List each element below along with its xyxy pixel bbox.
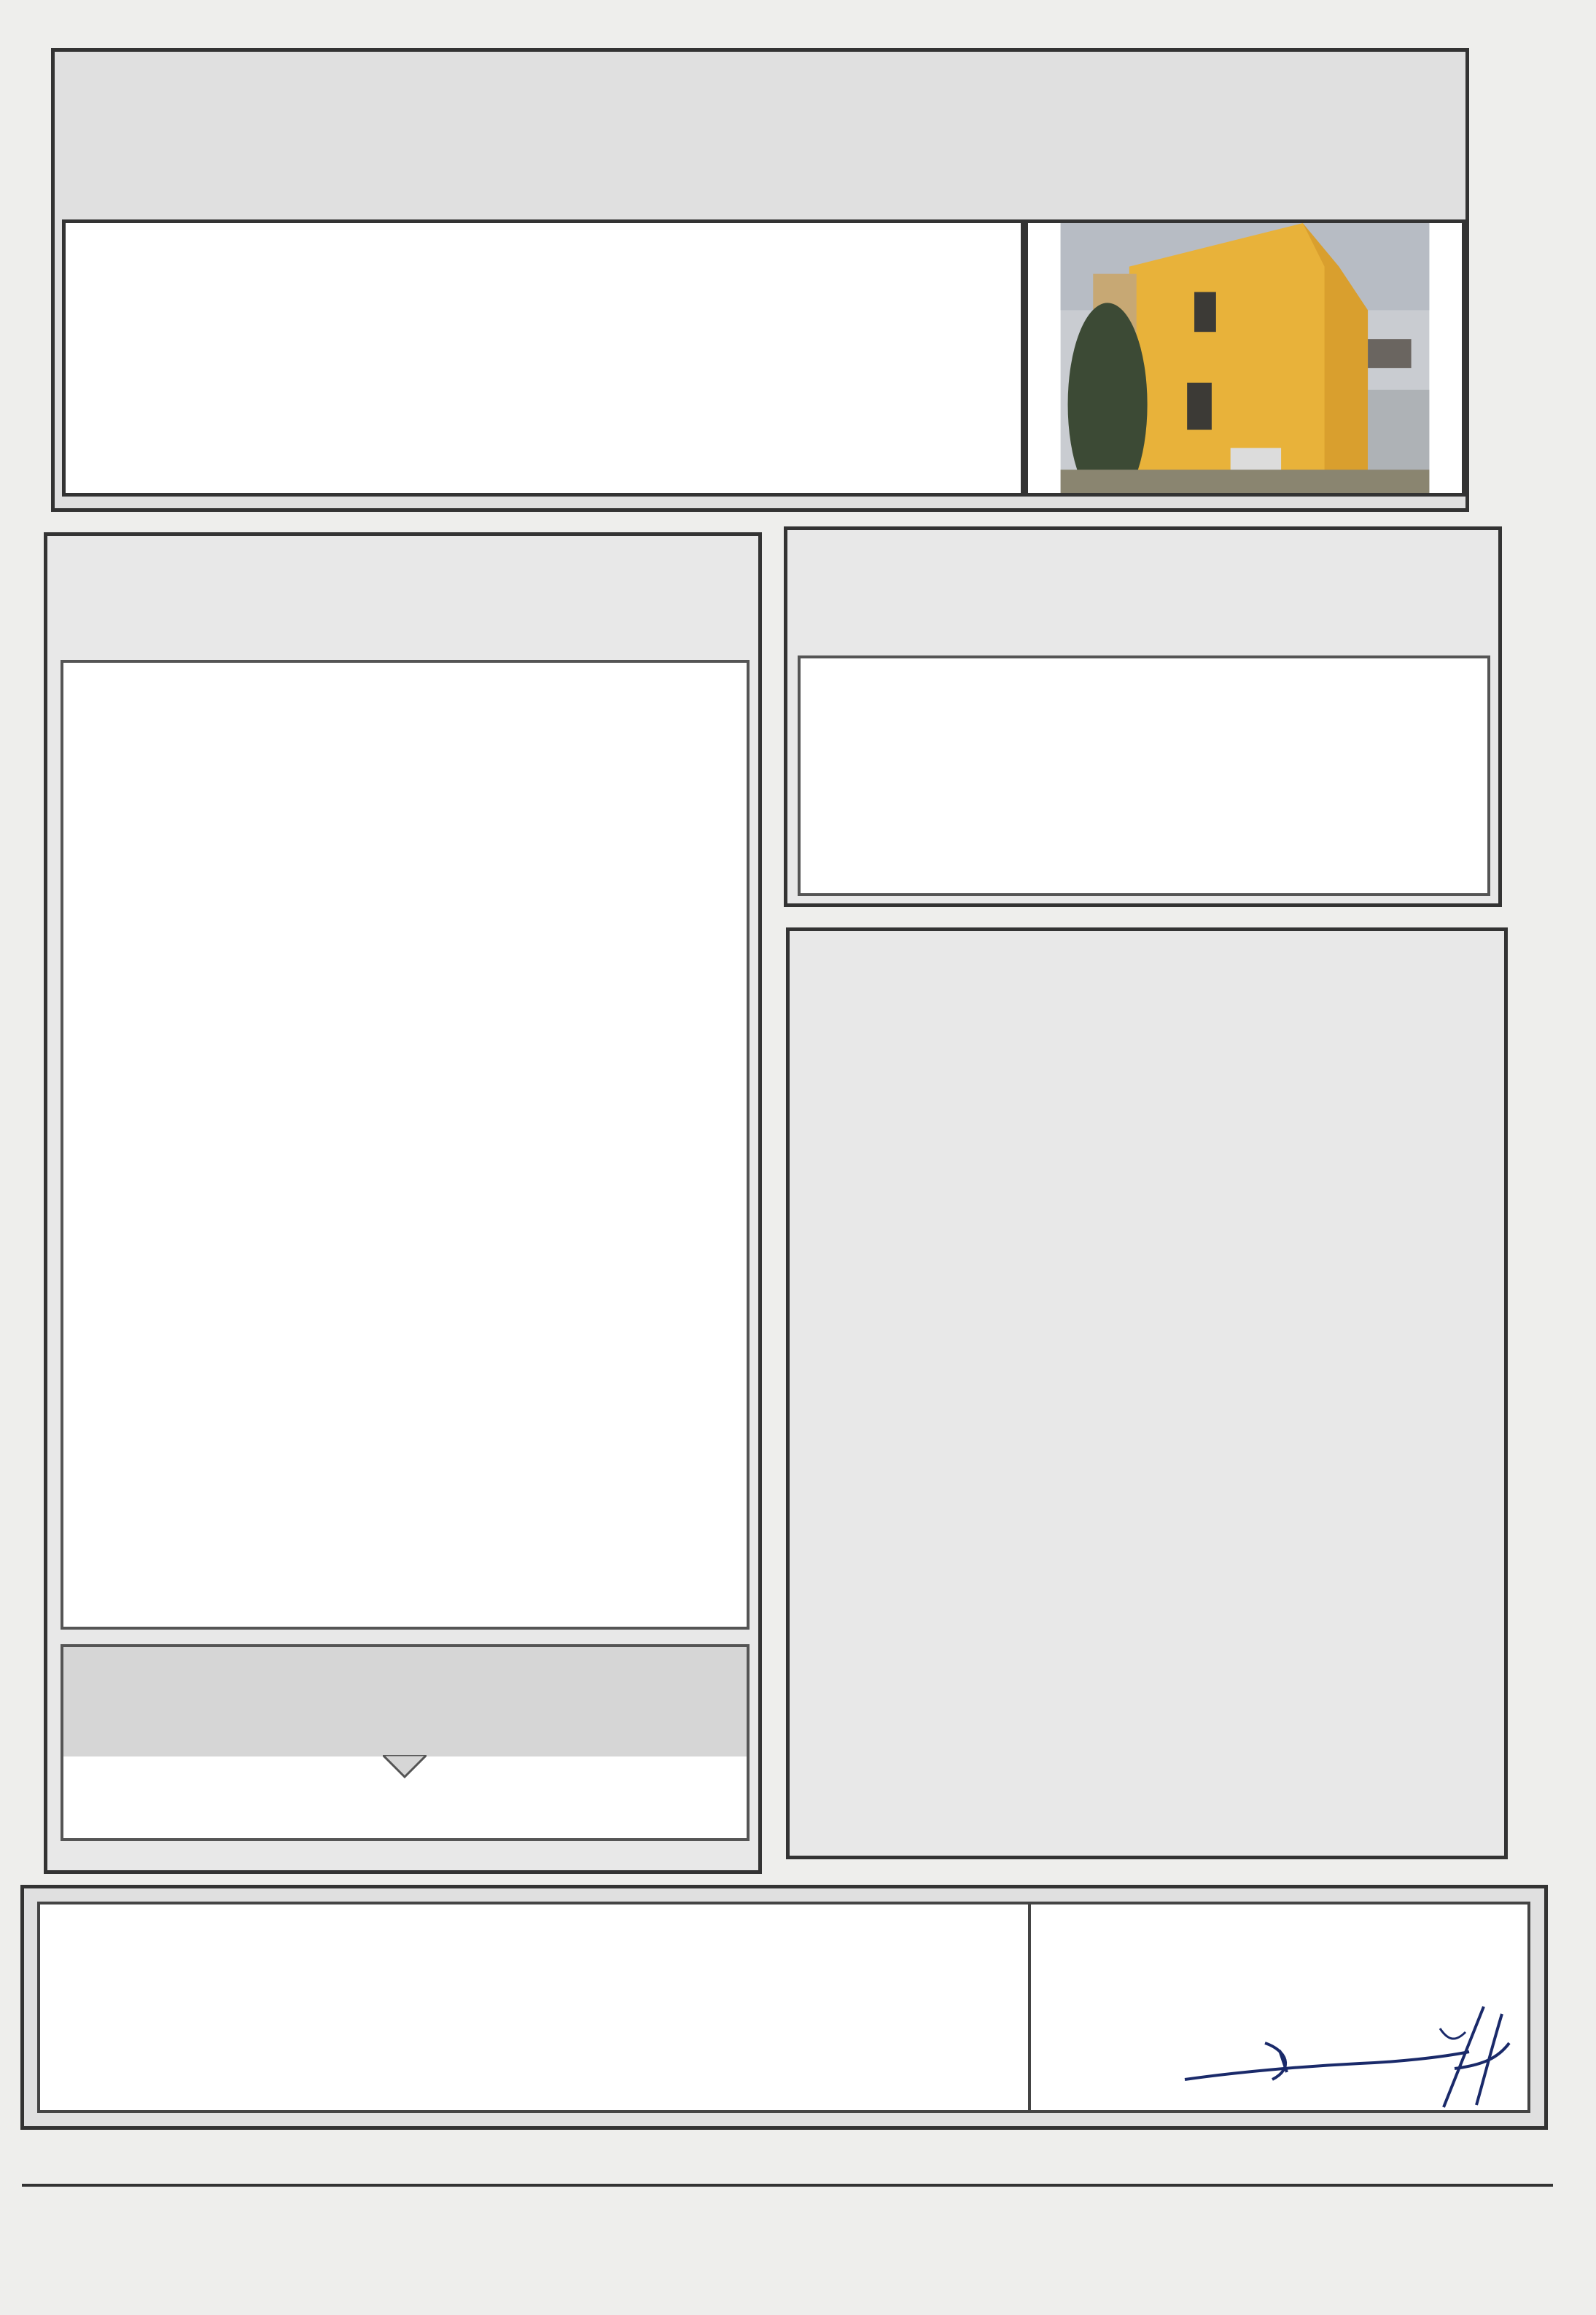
footer-rule [22,2184,1553,2187]
requirement-pointer [383,1755,427,1778]
requirement-box [61,1644,750,1841]
signature-image [1177,1999,1520,2109]
pie-chart [1247,662,1480,895]
footer-panel [20,1885,1548,2130]
footer-info [37,1902,1530,2113]
classification-panel [44,532,762,1874]
distribution-panel [784,526,1502,907]
requirement-header [63,1647,747,1756]
header-panel [51,48,1469,512]
building-photo [1024,219,1465,497]
legend-swatch-ambient [812,674,827,688]
distribution-chart [798,655,1490,896]
legend-swatch-electricity [812,700,827,715]
class-scale [61,660,750,1630]
house-photo-image [1028,223,1462,493]
footer-divider [1028,1904,1031,2110]
legend-item-ambient [812,669,830,691]
indicators-panel [786,927,1508,1859]
legend-item-electricity [812,695,830,717]
class-scale-graphic [63,663,747,1627]
building-info [62,219,1024,497]
